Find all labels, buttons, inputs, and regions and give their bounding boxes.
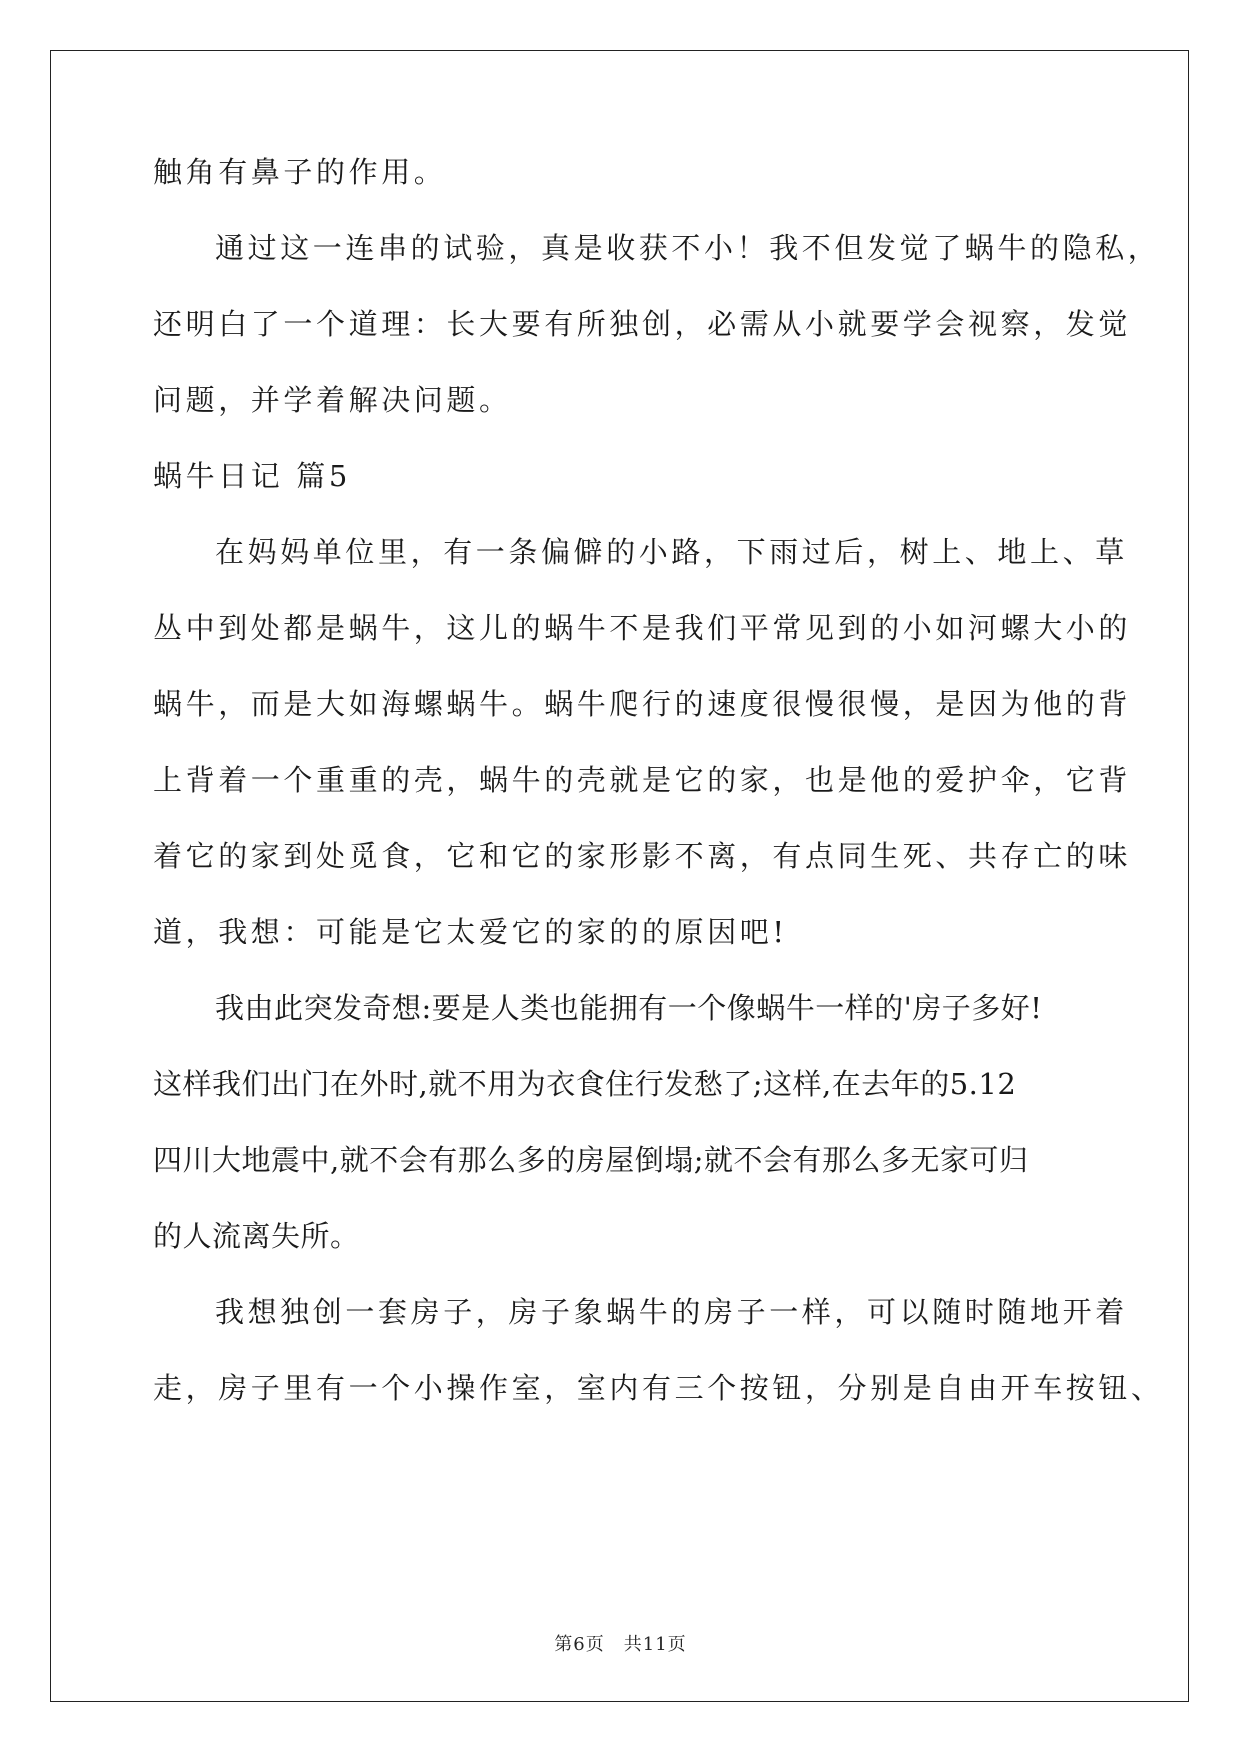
- paragraph-line: 我想独创一套房子，房子象蜗牛的房子一样，可以随时随地开着: [215, 1295, 1128, 1329]
- page-number-footer: 第6页 共11页: [554, 1634, 687, 1655]
- paragraph-line: 四川大地震中,就不会有那么多的房屋倒塌;就不会有那么多无家可归: [153, 1143, 1029, 1177]
- paragraph-line: 上背着一个重重的壳，蜗牛的壳就是它的家，也是他的爱护伞，它背: [153, 763, 1132, 797]
- paragraph-line: 道，我想：可能是它太爱它的家的的原因吧!: [153, 915, 788, 949]
- section-heading: 蜗牛日记 篇5: [153, 459, 351, 493]
- paragraph-line: 在妈妈单位里，有一条偏僻的小路，下雨过后，树上、地上、草: [215, 535, 1128, 569]
- paragraph-line: 问题，并学着解决问题。: [153, 383, 512, 417]
- paragraph-line: 蜗牛，而是大如海螺蜗牛。蜗牛爬行的速度很慢很慢，是因为他的背: [153, 687, 1132, 721]
- paragraph-line: 着它的家到处觅食，它和它的家形影不离，有点同生死、共存亡的味: [153, 839, 1132, 873]
- paragraph-line: 的人流离失所。: [153, 1219, 360, 1253]
- paragraph-line: 还明白了一个道理：长大要有所独创，必需从小就要学会视察，发觉: [153, 307, 1132, 341]
- paragraph-line: 走，房子里有一个小操作室，室内有三个按钮，分别是自由开车按钮、: [153, 1371, 1164, 1405]
- page-border: [50, 50, 1189, 1702]
- paragraph-line: 我由此突发奇想:要是人类也能拥有一个像蜗牛一样的'房子多好!: [215, 991, 1043, 1025]
- paragraph-line: 这样我们出门在外时,就不用为衣食住行发愁了;这样,在去年的5.12: [153, 1067, 1017, 1101]
- paragraph-line: 丛中到处都是蜗牛，这儿的蜗牛不是我们平常见到的小如河螺大小的: [153, 611, 1132, 645]
- paragraph-line: 触角有鼻子的作用。: [153, 155, 447, 189]
- paragraph-line: 通过这一连串的试验，真是收获不小！我不但发觉了蜗牛的隐私，: [215, 231, 1161, 265]
